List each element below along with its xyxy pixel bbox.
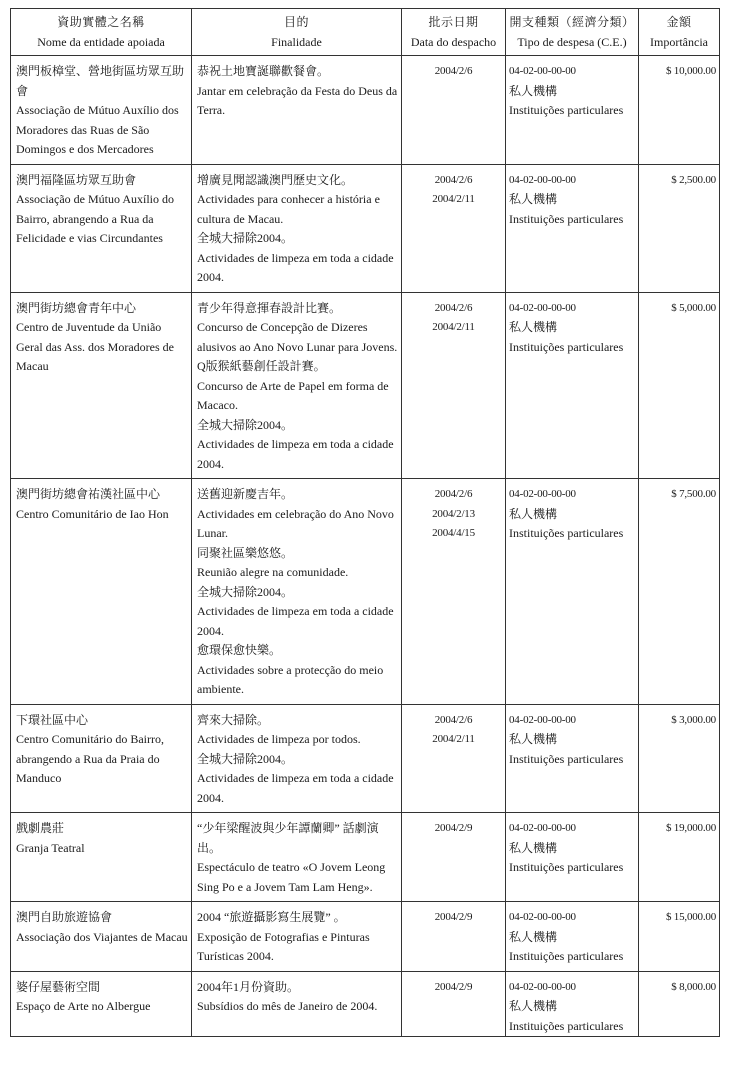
purpose-cell bbox=[192, 704, 402, 813]
purpose-cell bbox=[192, 813, 402, 902]
purpose-pt: Actividades de limpeza em toda a cidade 2004. bbox=[197, 771, 394, 805]
expense-type-cell bbox=[506, 479, 639, 705]
header-type-pt: Tipo de despesa (C.E.) bbox=[517, 35, 627, 49]
purpose-zh: 全城大掃除2004。 bbox=[197, 231, 294, 245]
entity-name-zh: 澳門街坊總會祐漢社區中心 bbox=[16, 487, 161, 501]
header-purpose bbox=[192, 9, 402, 56]
amount-cell bbox=[639, 704, 720, 813]
economic-code: 04-02-00-00-00 bbox=[509, 980, 576, 993]
date-cell bbox=[402, 292, 506, 479]
expense-type-cell bbox=[506, 902, 639, 972]
purpose-zh: Q版猴紙藝創任設計賽。 bbox=[197, 359, 326, 373]
amount-value: $ 10,000.00 bbox=[665, 65, 716, 77]
entity-name-pt: Centro de Juventude da União Geral das Ass. dos Moradores de Macau bbox=[16, 320, 174, 373]
amount-value: $ 19,000.00 bbox=[665, 822, 716, 834]
header-type bbox=[506, 9, 639, 56]
purpose-zh: 同聚社區樂悠悠。 bbox=[197, 545, 294, 560]
entity-name-zh: 澳門街坊總會青年中心 bbox=[16, 300, 137, 315]
table-row bbox=[11, 164, 720, 292]
dispatch-date: 2004/2/11 bbox=[432, 193, 475, 205]
expense-type-cell bbox=[506, 56, 639, 165]
purpose-zh: “少年梁醒波與少年譚蘭卿” 話劇演出。 bbox=[197, 821, 379, 855]
header-date-pt: Data do despacho bbox=[410, 35, 497, 49]
purpose-pt: Actividades de limpeza em toda a cidade 2004. bbox=[197, 437, 394, 471]
dispatch-date: 2004/2/6 bbox=[434, 301, 473, 314]
header-purpose-zh: 目的 bbox=[283, 15, 309, 29]
purpose-pt: Actividades de limpeza em toda a cidade 2004. bbox=[197, 250, 394, 284]
expense-type-cell bbox=[506, 292, 639, 479]
expense-type-zh: 私人機構 bbox=[509, 929, 558, 944]
purpose-cell bbox=[192, 292, 402, 479]
header-amount-zh: 金額 bbox=[666, 15, 692, 29]
expense-type-zh: 私人機構 bbox=[509, 320, 558, 334]
header-date bbox=[402, 9, 506, 56]
entity-name-pt: Centro Comunitário do Bairro, abrangendo a Rua da Praia do Manduco bbox=[16, 732, 164, 785]
purpose-zh: 青少年得意揮春設計比賽。 bbox=[197, 300, 342, 315]
expense-type-zh: 私人機構 bbox=[509, 999, 558, 1013]
header-entity-pt: Nome da entidade apoiada bbox=[37, 35, 165, 49]
entity-cell bbox=[11, 164, 192, 292]
entity-cell bbox=[11, 292, 192, 479]
expense-type-zh: 私人機構 bbox=[509, 83, 558, 98]
dispatch-date: 2004/2/6 bbox=[434, 173, 473, 186]
expense-type-pt: Instituições particulares bbox=[509, 751, 624, 766]
date-cell bbox=[402, 902, 506, 972]
header-type-zh: 開支種類（經濟分類） bbox=[509, 15, 635, 29]
header-amount bbox=[639, 9, 720, 56]
purpose-zh: 愈環保愈快樂。 bbox=[197, 643, 282, 657]
purpose-zh: 恭祝土地寶誕聯歡餐會。 bbox=[197, 64, 330, 78]
amount-value: $ 2,500.00 bbox=[671, 173, 716, 186]
entity-name-zh: 下環社區中心 bbox=[16, 712, 89, 727]
entity-cell bbox=[11, 479, 192, 705]
header-purpose-pt: Finalidade bbox=[271, 35, 322, 49]
expense-type-pt: Instituições particulares bbox=[509, 211, 624, 226]
purpose-pt: Concurso de Concepção de Dizeres alusivos ao Ano Novo Lunar para Jovens. bbox=[197, 320, 398, 354]
expense-type-zh: 私人機構 bbox=[509, 506, 558, 521]
table-row bbox=[11, 902, 720, 972]
entity-name-pt: Associação dos Viajantes de Macau bbox=[16, 929, 188, 944]
expense-type-zh: 私人機構 bbox=[509, 732, 558, 746]
entity-name-pt: Granja Teatral bbox=[16, 840, 85, 855]
economic-code: 04-02-00-00-00 bbox=[509, 911, 576, 923]
purpose-zh: 送舊迎新慶吉年。 bbox=[197, 487, 294, 501]
entity-cell bbox=[11, 813, 192, 902]
purpose-pt: Subsídios do mês de Janeiro de 2004. bbox=[197, 999, 378, 1013]
purpose-zh: 齊來大掃除。 bbox=[197, 712, 270, 727]
expense-type-pt: Instituições particulares bbox=[509, 860, 624, 874]
table-row bbox=[11, 971, 720, 1037]
expense-type-cell bbox=[506, 971, 639, 1037]
purpose-pt: Actividades de limpeza por todos. bbox=[197, 732, 361, 746]
purpose-pt: Actividades em celebração do Ano Novo Lunar. bbox=[197, 506, 394, 540]
purpose-zh: 全城大掃除2004。 bbox=[197, 417, 294, 432]
purpose-pt: Actividades para conhecer a história e cultura de Macau. bbox=[197, 192, 380, 226]
entity-name-zh: 澳門福隆區坊眾互助會 bbox=[16, 172, 137, 187]
economic-code: 04-02-00-00-00 bbox=[509, 65, 576, 77]
dispatch-date: 2004/4/15 bbox=[432, 527, 475, 539]
amount-value: $ 7,500.00 bbox=[671, 488, 716, 500]
entity-cell bbox=[11, 704, 192, 813]
purpose-pt: Espectáculo de teatro «O Jovem Leong Sing Po e a Jovem Tam Lam Heng». bbox=[197, 860, 386, 894]
header-entity bbox=[11, 9, 192, 56]
dispatch-date: 2004/2/13 bbox=[432, 507, 475, 520]
entity-name-zh: 澳門自助旅遊協會 bbox=[16, 910, 113, 924]
entity-cell bbox=[11, 902, 192, 972]
expense-type-pt: Instituições particulares bbox=[509, 103, 624, 117]
table-row bbox=[11, 813, 720, 902]
expense-type-zh: 私人機構 bbox=[509, 192, 558, 206]
economic-code: 04-02-00-00-00 bbox=[509, 822, 576, 834]
purpose-zh: 增廣見聞認識澳門歷史文化。 bbox=[197, 172, 354, 187]
entity-name-zh: 婆仔屋藝術空間 bbox=[16, 979, 101, 994]
amount-value: $ 5,000.00 bbox=[671, 301, 716, 314]
purpose-pt: Reunião alegre na comunidade. bbox=[197, 565, 349, 579]
expense-type-zh: 私人機構 bbox=[509, 840, 558, 855]
expense-type-cell bbox=[506, 164, 639, 292]
amount-cell bbox=[639, 56, 720, 165]
entity-name-zh: 戲劇農莊 bbox=[16, 821, 65, 835]
purpose-zh: 2004 “旅遊攝影寫生展覽” 。 bbox=[197, 910, 346, 924]
expense-type-pt: Instituições particulares bbox=[509, 339, 624, 354]
amount-cell bbox=[639, 479, 720, 705]
date-cell bbox=[402, 479, 506, 705]
amount-cell bbox=[639, 902, 720, 972]
entity-name-pt: Associação de Mútuo Auxílio dos Moradores das Ruas de São Domingos e dos Mercadores bbox=[16, 103, 179, 156]
dispatch-date: 2004/2/9 bbox=[434, 980, 473, 993]
purpose-zh: 2004年1月份資助。 bbox=[197, 979, 300, 994]
date-cell bbox=[402, 56, 506, 165]
purpose-cell bbox=[192, 56, 402, 165]
entity-name-zh: 澳門板樟堂、營地街區坊眾互助會 bbox=[16, 64, 185, 98]
purpose-pt: Actividades sobre a protecção do meio ambiente. bbox=[197, 662, 384, 696]
table-row bbox=[11, 292, 720, 479]
amount-cell bbox=[639, 164, 720, 292]
table-row bbox=[11, 479, 720, 705]
purpose-zh: 全城大掃除2004。 bbox=[197, 584, 294, 599]
entity-cell bbox=[11, 971, 192, 1037]
expense-type-pt: Instituições particulares bbox=[509, 949, 624, 963]
dispatch-date: 2004/2/11 bbox=[432, 733, 475, 745]
expense-type-cell bbox=[506, 704, 639, 813]
table-body bbox=[11, 56, 720, 1037]
header-entity-zh: 資助實體之名稱 bbox=[57, 15, 145, 29]
purpose-cell bbox=[192, 479, 402, 705]
dispatch-date: 2004/2/6 bbox=[434, 713, 473, 726]
dispatch-date: 2004/2/11 bbox=[432, 321, 475, 333]
economic-code: 04-02-00-00-00 bbox=[509, 301, 576, 314]
document-page bbox=[10, 8, 720, 1037]
entity-name-pt: Centro Comunitário de Iao Hon bbox=[16, 506, 169, 521]
header-date-zh: 批示日期 bbox=[428, 15, 479, 29]
date-cell bbox=[402, 164, 506, 292]
entity-cell bbox=[11, 56, 192, 165]
purpose-zh: 全城大掃除2004。 bbox=[197, 751, 294, 766]
expense-type-cell bbox=[506, 813, 639, 902]
economic-code: 04-02-00-00-00 bbox=[509, 713, 576, 726]
date-cell bbox=[402, 704, 506, 813]
purpose-pt: Exposição de Fotografias e Pinturas Turísticas 2004. bbox=[197, 929, 370, 963]
subsidy-table bbox=[10, 8, 720, 1037]
date-cell bbox=[402, 813, 506, 902]
header-amount-pt: Importância bbox=[650, 35, 708, 49]
amount-cell bbox=[639, 971, 720, 1037]
amount-value: $ 15,000.00 bbox=[665, 911, 716, 923]
amount-value: $ 3,000.00 bbox=[671, 713, 716, 726]
economic-code: 04-02-00-00-00 bbox=[509, 488, 576, 500]
expense-type-pt: Instituições particulares bbox=[509, 1018, 624, 1033]
dispatch-date: 2004/2/6 bbox=[434, 488, 473, 500]
entity-name-pt: Espaço de Arte no Albergue bbox=[16, 999, 151, 1013]
amount-value: $ 8,000.00 bbox=[671, 980, 716, 993]
dispatch-date: 2004/2/6 bbox=[434, 65, 473, 77]
economic-code: 04-02-00-00-00 bbox=[509, 173, 576, 186]
amount-cell bbox=[639, 292, 720, 479]
purpose-pt: Jantar em celebração da Festa do Deus da Terra. bbox=[197, 83, 398, 117]
purpose-pt: Actividades de limpeza em toda a cidade 2004. bbox=[197, 604, 394, 638]
purpose-cell bbox=[192, 971, 402, 1037]
table-row bbox=[11, 704, 720, 813]
date-cell bbox=[402, 971, 506, 1037]
expense-type-pt: Instituições particulares bbox=[509, 526, 624, 540]
purpose-cell bbox=[192, 902, 402, 972]
dispatch-date: 2004/2/9 bbox=[434, 911, 473, 923]
table-header-row bbox=[11, 9, 720, 56]
purpose-cell bbox=[192, 164, 402, 292]
amount-cell bbox=[639, 813, 720, 902]
entity-name-pt: Associação de Mútuo Auxílio do Bairro, abrangendo a Rua da Felicidade e vias Circundantes bbox=[16, 192, 174, 245]
dispatch-date: 2004/2/9 bbox=[434, 822, 473, 834]
table-row bbox=[11, 56, 720, 165]
purpose-pt: Concurso de Arte de Papel em forma de Macaco. bbox=[197, 378, 389, 412]
